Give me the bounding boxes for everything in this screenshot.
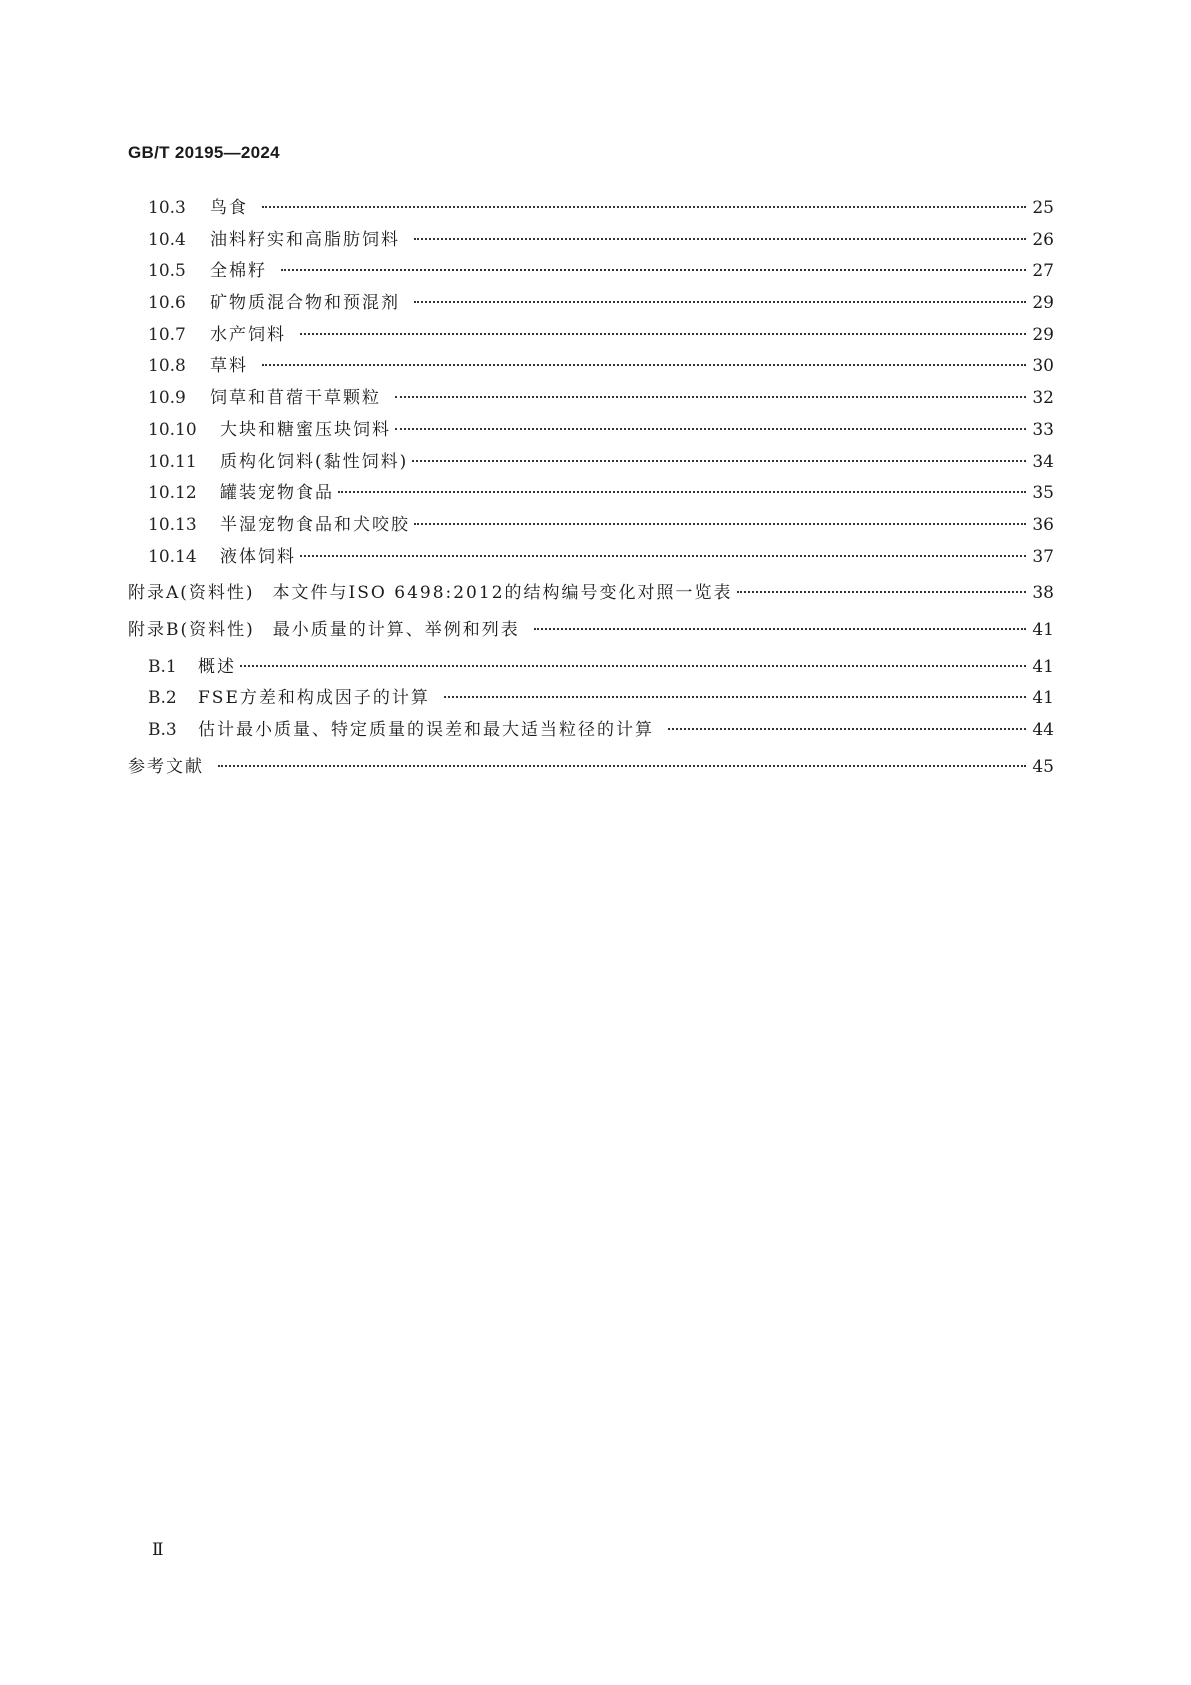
toc-title: 最小质量的计算、举例和列表: [272, 619, 520, 640]
dot-leader: [281, 269, 1026, 271]
standard-code: GB/T 20195—2024: [128, 143, 280, 162]
toc-page-number: 27: [1032, 261, 1054, 282]
toc-title: 油料籽实和高脂肪饲料: [210, 229, 400, 250]
dot-leader: [300, 555, 1026, 557]
toc-title: 估计最小质量、特定质量的误差和最大适当粒径的计算: [198, 720, 654, 740]
toc-number: 10.3: [148, 198, 186, 218]
toc-page-number: 26: [1032, 229, 1054, 250]
toc-page-number: 35: [1032, 483, 1054, 504]
toc-title: 全棉籽: [210, 261, 267, 282]
toc-page-number: 41: [1032, 619, 1054, 640]
toc-number: 10.9: [148, 388, 186, 409]
toc-entry-10-8[interactable]: [128, 351, 1054, 383]
toc-page-number: 41: [1032, 656, 1054, 677]
dot-leader: [338, 491, 1026, 493]
toc-entry-b-2[interactable]: [128, 683, 1054, 715]
toc-entry-b-3[interactable]: [128, 715, 1054, 747]
dot-leader: [395, 396, 1026, 398]
toc-entry-10-12[interactable]: [128, 478, 1054, 510]
toc-page-number: 44: [1032, 720, 1054, 740]
toc-title: 概述: [198, 656, 236, 677]
toc-page-number: 29: [1032, 324, 1054, 345]
toc-page-number: 37: [1032, 546, 1054, 567]
annex-label: 附录A(资料性): [128, 583, 255, 604]
toc-entry-10-13[interactable]: [128, 510, 1054, 542]
toc-entry-10-7[interactable]: [128, 320, 1054, 352]
toc-number: 10.4: [148, 229, 186, 250]
dot-leader: [668, 728, 1026, 730]
toc-page-number: 38: [1032, 583, 1054, 604]
table-of-contents: [128, 193, 1054, 783]
toc-number: B.2: [148, 688, 177, 709]
toc-entry-10-3[interactable]: [128, 193, 1054, 225]
toc-title: 水产饲料: [210, 324, 286, 345]
toc-title: 液体饲料: [220, 546, 296, 567]
toc-title: 草料: [210, 356, 248, 377]
dot-leader: [218, 765, 1026, 767]
toc-entry-b-1[interactable]: [128, 652, 1054, 684]
toc-entry-annex-a[interactable]: [128, 578, 1054, 610]
toc-entry-10-9[interactable]: [128, 383, 1054, 415]
toc-entry-10-6[interactable]: [128, 288, 1054, 320]
toc-entry-bibliography[interactable]: [128, 752, 1054, 784]
toc-number: 10.14: [148, 546, 197, 567]
dot-leader: [414, 238, 1026, 240]
toc-title: 罐装宠物食品: [220, 483, 334, 504]
toc-title: 大块和糖蜜压块饲料: [220, 419, 391, 440]
toc-number: 10.12: [148, 483, 197, 504]
toc-number: 10.7: [148, 324, 186, 345]
dot-leader: [414, 523, 1026, 525]
toc-title: 饲草和苜蓿干草颗粒: [210, 388, 381, 409]
toc-entry-10-11[interactable]: [128, 447, 1054, 479]
dot-leader: [444, 696, 1026, 698]
dot-leader: [414, 301, 1026, 303]
toc-page-number: 30: [1032, 356, 1054, 377]
toc-page-number: 41: [1032, 688, 1054, 709]
dot-leader: [395, 428, 1026, 430]
toc-page-number: 33: [1032, 419, 1054, 440]
toc-page-number: 36: [1032, 514, 1054, 535]
toc-entry-10-14[interactable]: [128, 542, 1054, 574]
annex-label: 附录B(资料性): [128, 619, 255, 640]
toc-title: 本文件与ISO 6498:2012的结构编号变化对照一览表: [272, 583, 733, 604]
toc-number: 10.5: [148, 261, 186, 282]
footer-page-number: Ⅱ: [152, 1540, 164, 1560]
toc-title: 鸟食: [210, 198, 248, 218]
toc-number: 10.8: [148, 356, 186, 377]
toc-title: FSE方差和构成因子的计算: [198, 688, 430, 709]
toc-title: 质构化饲料(黏性饲料): [220, 451, 409, 472]
toc-page-number: 45: [1032, 756, 1054, 777]
toc-number: 10.10: [148, 419, 197, 440]
dot-leader: [262, 206, 1026, 208]
toc-entry-10-10[interactable]: [128, 415, 1054, 447]
toc-number: 10.13: [148, 514, 197, 535]
toc-page-number: 29: [1032, 293, 1054, 314]
dot-leader: [412, 460, 1026, 462]
dot-leader: [240, 665, 1026, 667]
toc-number: 10.11: [148, 451, 197, 472]
toc-title: 矿物质混合物和预混剂: [210, 293, 400, 314]
toc-entry-annex-b[interactable]: [128, 615, 1054, 647]
toc-entry-10-4[interactable]: [128, 225, 1054, 257]
toc-page-number: 25: [1032, 198, 1054, 218]
toc-entry-10-5[interactable]: [128, 256, 1054, 288]
toc-number: B.3: [148, 720, 177, 740]
dot-leader: [300, 333, 1026, 335]
dot-leader: [534, 628, 1026, 630]
toc-title: 半湿宠物食品和犬咬胶: [220, 514, 410, 535]
toc-page-number: 32: [1032, 388, 1054, 409]
dot-leader: [262, 364, 1026, 366]
toc-number: B.1: [148, 656, 177, 677]
toc-page-number: 34: [1032, 451, 1054, 472]
toc-number: 10.6: [148, 293, 186, 314]
dot-leader: [737, 591, 1026, 593]
toc-title: 参考文献: [128, 756, 204, 777]
